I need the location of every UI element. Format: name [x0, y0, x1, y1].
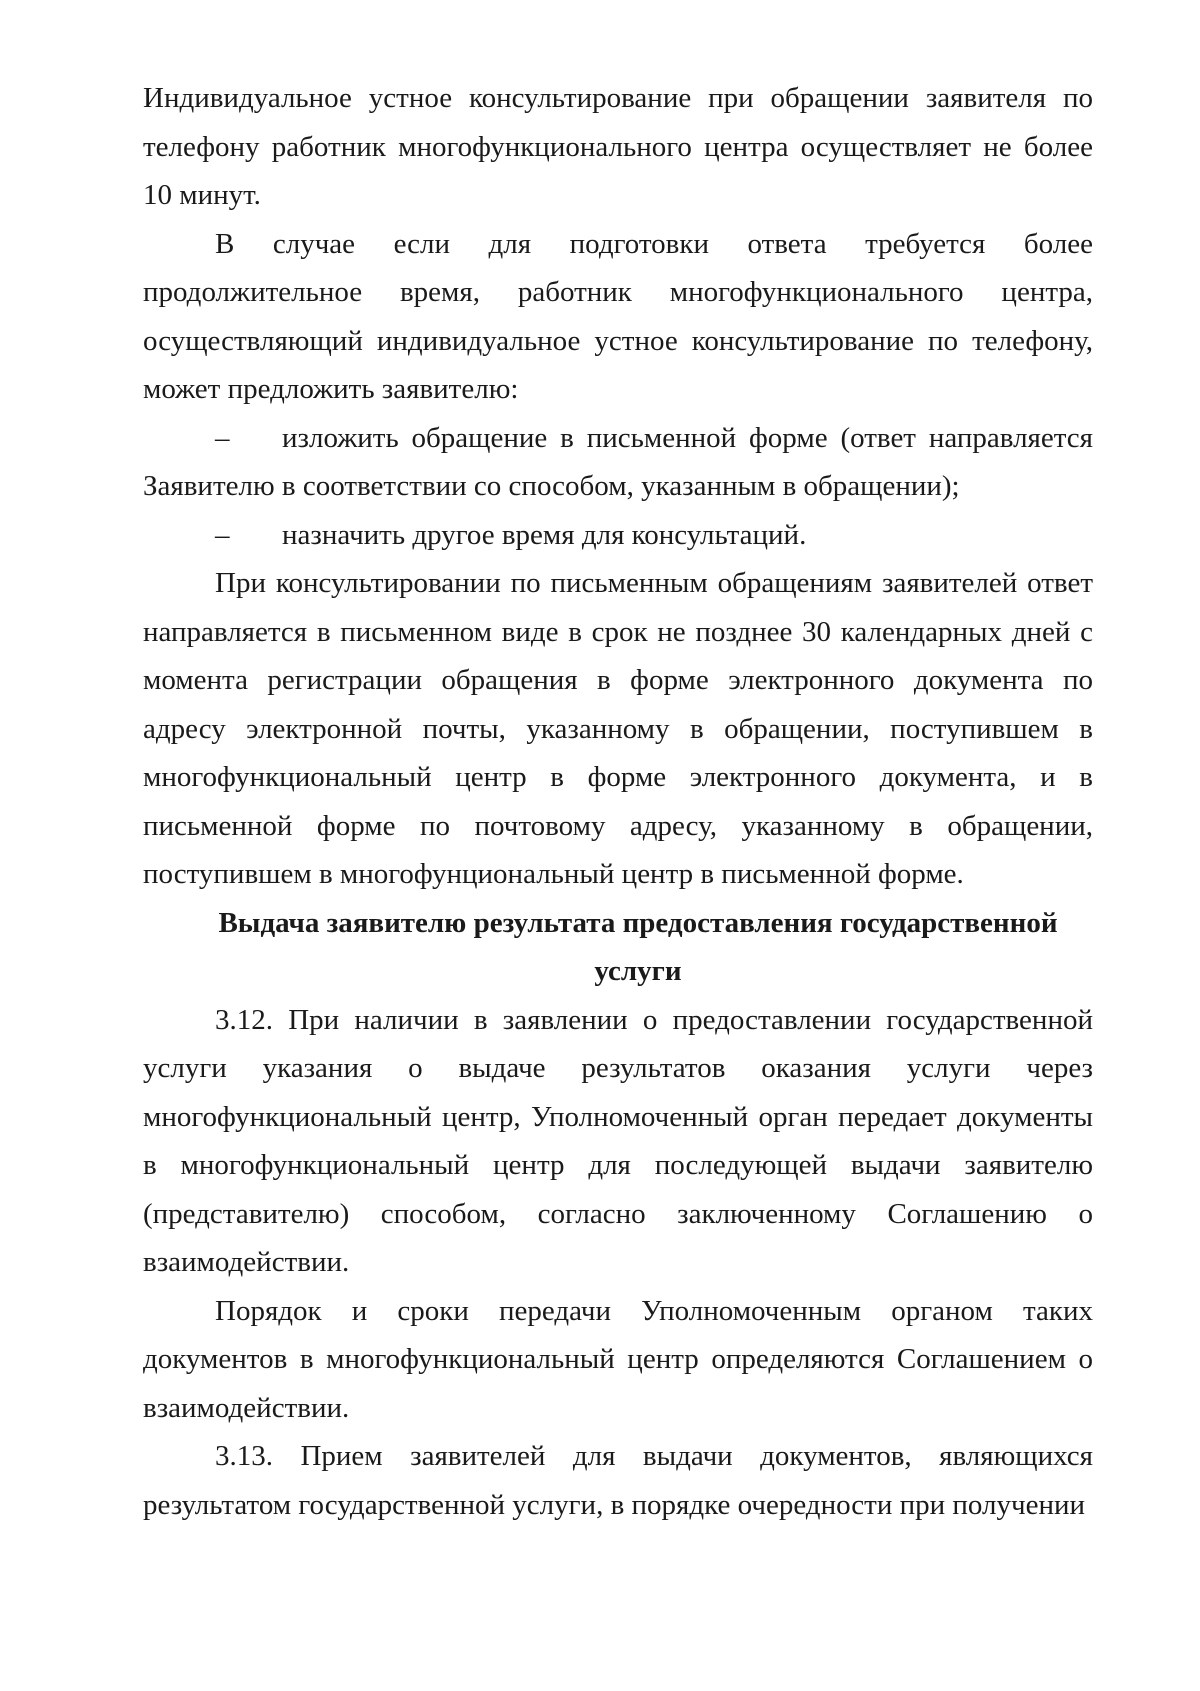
list-item-text: назначить другое время для консультаций.: [282, 518, 807, 551]
list-item-text: изложить обращение в письменной форме (ответ направляется Заявителю в соответствии со способом, указанным в обращении);: [143, 421, 1093, 502]
list-item-other-time: [143, 511, 1093, 560]
paragraph-consultation-duration: Индивидуальное устное консультирование при обращении заявителя по телефону работник многофункционального центра осуществляет не более 10 минут.: [143, 82, 1093, 211]
list-item-written-form: [143, 414, 1093, 511]
paragraph-3-13: 3.13. Прием заявителей для выдачи документов, являющихся результатом государственной услуги, в порядке очередности при получении: [143, 1440, 1093, 1521]
paragraph-written-requests: При консультировании по письменным обращениям заявителей ответ направляется в письменном виде в срок не позднее 30 календарных дней с момента регистрации обращения в форме электронного документа по адресу электронной почты, указанному в обращении, поступившем в многофункциональный центр в форме электронного документа, и в письменной форме по почтовому адресу, указанному в обращении, поступившем в многофунциональный центр в письменной форме.: [143, 567, 1093, 890]
dash-marker: –: [215, 518, 230, 551]
document-body: [143, 74, 1093, 1529]
paragraph-transfer-procedure: Порядок и сроки передачи Уполномоченным органом таких документов в многофункциональный центр определяются Соглашением о взаимодействии.: [143, 1294, 1093, 1424]
section-heading-line-2: услуги: [594, 955, 682, 987]
paragraph-longer-response: В случае если для подготовки ответа требуется более продолжительное время, работник многофункционального центра, осуществляющий индивидуальное устное консультирование по телефону, может предложить заявителю:: [143, 227, 1093, 405]
section-heading-line-1: Выдача заявителю результата предоставления государственной: [218, 906, 1058, 939]
dash-marker: –: [215, 421, 230, 454]
section-heading: [143, 899, 1093, 996]
paragraph-3-12: 3.12. При наличии в заявлении о предоставлении государственной услуги указания о выдаче результатов оказания услуги через многофункциональный центр, Уполномоченный орган передает документы в многофункциональный центр для последующей выдачи заявителю (представителю) способом, согласно заключенному Соглашению о взаимодействии.: [143, 1003, 1093, 1278]
